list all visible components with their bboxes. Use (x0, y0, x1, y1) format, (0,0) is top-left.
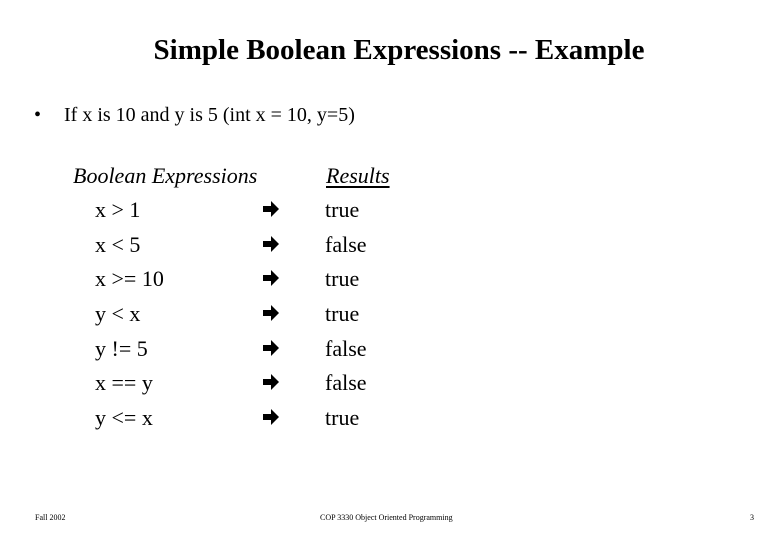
results-column-header: Results (326, 163, 390, 188)
footer-course: COP 3330 Object Oriented Programming (320, 513, 453, 522)
expressions-column-header: Boolean Expressions (73, 163, 258, 188)
page-number: 3 (750, 513, 754, 522)
right-arrow-icon (262, 337, 280, 359)
expression-cell: y < x (95, 301, 141, 327)
expression-cell: x >= 10 (95, 266, 164, 292)
table-row (0, 369, 780, 404)
right-arrow-icon (262, 406, 280, 428)
right-arrow-icon (262, 198, 280, 220)
result-cell: true (325, 301, 360, 327)
right-arrow-icon (262, 302, 280, 324)
expression-cell: x > 1 (95, 197, 141, 222)
right-arrow-icon (262, 233, 280, 255)
table-row (0, 231, 780, 266)
bullet-item (34, 102, 355, 128)
result-cell: false (325, 231, 367, 257)
result-cell: true (325, 266, 360, 292)
right-arrow-icon (262, 267, 280, 289)
right-arrow-icon (262, 371, 280, 393)
result-cell: false (325, 370, 367, 396)
expression-cell: x < 5 (95, 231, 141, 257)
table-row (0, 300, 780, 335)
expression-table (0, 196, 780, 439)
expression-cell: y != 5 (95, 335, 148, 361)
footer-date: Fall 2002 (35, 513, 66, 522)
expression-cell: y <= x (95, 405, 153, 431)
table-row (0, 335, 780, 370)
slide-title: Simple Boolean Expressions -- Example (153, 34, 645, 66)
result-cell: true (325, 197, 360, 222)
bullet-marker: • (34, 104, 42, 126)
bullet-text: If x is 10 and y is 5 (int x = 10, y=5) (64, 104, 355, 126)
result-cell: false (325, 335, 367, 361)
table-row (0, 196, 780, 231)
result-cell: true (325, 405, 360, 431)
table-row (0, 404, 780, 439)
expression-cell: x == y (95, 370, 153, 396)
table-row (0, 265, 780, 300)
